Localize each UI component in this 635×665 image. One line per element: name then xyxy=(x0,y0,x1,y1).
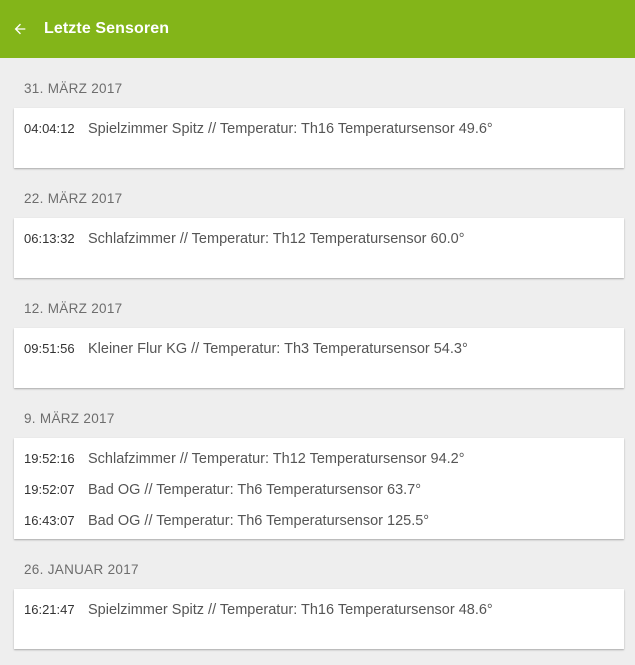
entries-card xyxy=(14,218,624,278)
sensor-list xyxy=(0,58,635,649)
date-group xyxy=(14,278,624,388)
entry-time: 19:52:16 xyxy=(24,451,75,466)
date-group xyxy=(14,388,624,539)
date-header: 26. JANUAR 2017 xyxy=(24,562,139,577)
entry-text: Bad OG // Temperatur: Th6 Temperatursensor 125.5° xyxy=(88,513,430,529)
date-header: 12. MÄRZ 2017 xyxy=(24,301,123,316)
entry-text: Schlafzimmer // Temperatur: Th12 Temperatursensor 94.2° xyxy=(88,451,465,467)
date-header: 9. MÄRZ 2017 xyxy=(24,411,115,426)
app-bar xyxy=(0,0,635,58)
date-header: 22. MÄRZ 2017 xyxy=(24,191,123,206)
entries-card xyxy=(14,328,624,388)
list-item[interactable] xyxy=(24,599,614,620)
entries-card xyxy=(14,108,624,168)
list-item[interactable] xyxy=(24,118,614,139)
entry-time: 09:51:56 xyxy=(24,341,75,356)
date-header: 31. MÄRZ 2017 xyxy=(24,81,123,96)
list-item[interactable] xyxy=(24,338,614,359)
entries-card xyxy=(14,589,624,649)
entry-text: Bad OG // Temperatur: Th6 Temperatursensor 63.7° xyxy=(88,482,422,498)
entry-time: 16:43:07 xyxy=(24,513,75,528)
entry-time: 04:04:12 xyxy=(24,121,75,136)
entries-card xyxy=(14,438,624,539)
entry-time: 16:21:47 xyxy=(24,602,75,617)
list-item[interactable] xyxy=(24,479,614,500)
date-group xyxy=(14,539,624,649)
date-group xyxy=(14,58,624,168)
entry-time: 06:13:32 xyxy=(24,231,75,246)
date-group xyxy=(14,168,624,278)
arrow-left-icon xyxy=(12,21,28,37)
back-button[interactable] xyxy=(10,19,30,39)
list-item[interactable] xyxy=(24,448,614,469)
entry-text: Spielzimmer Spitz // Temperatur: Th16 Temperatursensor 49.6° xyxy=(88,121,493,137)
entry-text: Spielzimmer Spitz // Temperatur: Th16 Temperatursensor 48.6° xyxy=(88,602,493,618)
page-title: Letzte Sensoren xyxy=(44,20,170,37)
entry-time: 19:52:07 xyxy=(24,482,75,497)
entry-text: Kleiner Flur KG // Temperatur: Th3 Temperatursensor 54.3° xyxy=(88,341,468,357)
list-item[interactable] xyxy=(24,228,614,249)
entry-text: Schlafzimmer // Temperatur: Th12 Temperatursensor 60.0° xyxy=(88,231,465,247)
list-item[interactable] xyxy=(24,510,614,531)
